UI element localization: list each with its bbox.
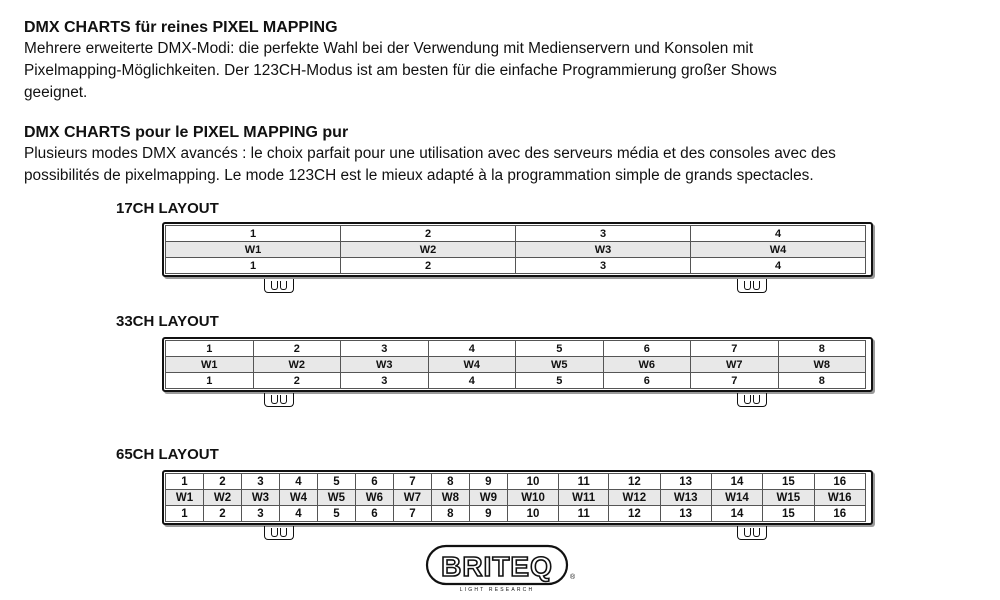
channel-top-row xyxy=(166,341,866,357)
mount-bracket-icon xyxy=(737,279,767,293)
pixel-cell: W7 xyxy=(393,490,431,506)
layout-33ch-title: 33CH LAYOUT xyxy=(116,313,219,330)
channel-cell: 1 xyxy=(166,258,341,274)
pixel-cell: W3 xyxy=(341,357,429,373)
pixel-row xyxy=(166,357,866,373)
channel-cell: 15 xyxy=(763,474,814,490)
registered-mark: ® xyxy=(570,574,575,581)
german-heading: DMX CHARTS für reines PIXEL MAPPING xyxy=(24,19,338,36)
channel-cell: 1 xyxy=(166,341,254,357)
channel-cell: 4 xyxy=(279,506,317,522)
mount-bracket-icon xyxy=(264,279,294,293)
channel-cell: 7 xyxy=(691,373,779,389)
german-line-2: Pixelmapping-Möglichkeiten. Der 123CH-Modus ist am besten für die einfache Programmierung großer Shows xyxy=(24,62,777,79)
channel-cell: 6 xyxy=(603,373,691,389)
channel-cell: 8 xyxy=(431,474,469,490)
channel-cell: 4 xyxy=(691,258,866,274)
channel-cell: 2 xyxy=(341,226,516,242)
channel-cell: 9 xyxy=(469,506,507,522)
channel-cell: 7 xyxy=(393,506,431,522)
pixel-cell: W13 xyxy=(660,490,711,506)
pixel-cell: W7 xyxy=(691,357,779,373)
channel-cell: 7 xyxy=(691,341,779,357)
pixel-cell: W2 xyxy=(253,357,341,373)
channel-cell: 9 xyxy=(469,474,507,490)
layout-65ch-title: 65CH LAYOUT xyxy=(116,446,219,463)
layout-65ch-table xyxy=(165,473,866,522)
pixel-cell: W12 xyxy=(609,490,660,506)
layout-17ch-title: 17CH LAYOUT xyxy=(116,200,219,217)
mount-bracket-icon xyxy=(264,393,294,407)
pixel-cell: W5 xyxy=(516,357,604,373)
channel-cell: 11 xyxy=(559,474,609,490)
french-line-2: possibilités de pixelmapping. Le mode 123CH est le mieux adapté à la programmation simple de grands spectacles. xyxy=(24,167,814,184)
channel-cell: 4 xyxy=(428,341,516,357)
channel-cell: 14 xyxy=(711,474,762,490)
channel-cell: 7 xyxy=(393,474,431,490)
pixel-row xyxy=(166,242,866,258)
pixel-cell: W1 xyxy=(166,242,341,258)
mount-bracket-icon xyxy=(264,526,294,540)
pixel-cell: W4 xyxy=(428,357,516,373)
channel-bottom-row xyxy=(166,373,866,389)
channel-cell: 2 xyxy=(341,258,516,274)
pixel-cell: W8 xyxy=(431,490,469,506)
channel-cell: 1 xyxy=(166,226,341,242)
mount-bracket-icon xyxy=(737,526,767,540)
channel-cell: 4 xyxy=(428,373,516,389)
channel-cell: 2 xyxy=(203,506,241,522)
channel-cell: 3 xyxy=(241,474,279,490)
channel-cell: 2 xyxy=(253,341,341,357)
channel-cell: 2 xyxy=(253,373,341,389)
channel-cell: 16 xyxy=(814,506,866,522)
channel-cell: 16 xyxy=(814,474,866,490)
pixel-cell: W1 xyxy=(166,357,254,373)
channel-cell: 6 xyxy=(355,506,393,522)
pixel-cell: W16 xyxy=(814,490,866,506)
channel-cell: 1 xyxy=(166,506,204,522)
layout-17ch-table xyxy=(165,225,866,274)
pixel-cell: W3 xyxy=(516,242,691,258)
channel-cell: 12 xyxy=(609,506,660,522)
channel-cell: 5 xyxy=(516,373,604,389)
pixel-cell: W6 xyxy=(603,357,691,373)
channel-top-row xyxy=(166,474,866,490)
channel-cell: 2 xyxy=(203,474,241,490)
pixel-cell: W4 xyxy=(691,242,866,258)
logo-tagline: LIGHT RESEARCH xyxy=(459,587,535,593)
channel-cell: 1 xyxy=(166,373,254,389)
german-section xyxy=(24,18,984,104)
german-line-1: Mehrere erweiterte DMX-Modi: die perfekte Wahl bei der Verwendung mit Medienservern und Konsolen mit xyxy=(24,40,754,57)
channel-cell: 13 xyxy=(660,474,711,490)
layout-65ch-bar xyxy=(162,470,873,525)
german-line-3: geeignet. xyxy=(24,84,88,101)
pixel-cell: W3 xyxy=(241,490,279,506)
pixel-cell: W4 xyxy=(279,490,317,506)
french-section xyxy=(24,123,984,187)
channel-cell: 5 xyxy=(516,341,604,357)
channel-cell: 8 xyxy=(431,506,469,522)
channel-cell: 10 xyxy=(507,474,558,490)
pixel-cell: W6 xyxy=(355,490,393,506)
channel-cell: 5 xyxy=(317,474,355,490)
layout-17ch-bar xyxy=(162,222,873,277)
channel-bottom-row xyxy=(166,258,866,274)
pixel-cell: W9 xyxy=(469,490,507,506)
channel-cell: 3 xyxy=(341,341,429,357)
pixel-cell: W1 xyxy=(166,490,204,506)
pixel-cell: W8 xyxy=(778,357,866,373)
mount-bracket-icon xyxy=(737,393,767,407)
channel-cell: 6 xyxy=(355,474,393,490)
channel-cell: 11 xyxy=(559,506,609,522)
channel-cell: 3 xyxy=(241,506,279,522)
french-line-1: Plusieurs modes DMX avancés : le choix parfait pour une utilisation avec des serveurs média et des consoles avec des xyxy=(24,145,836,162)
channel-bottom-row xyxy=(166,506,866,522)
pixel-cell: W11 xyxy=(559,490,609,506)
channel-cell: 8 xyxy=(778,341,866,357)
pixel-cell: W14 xyxy=(711,490,762,506)
channel-cell: 3 xyxy=(516,258,691,274)
channel-cell: 3 xyxy=(341,373,429,389)
pixel-cell: W5 xyxy=(317,490,355,506)
channel-cell: 5 xyxy=(317,506,355,522)
channel-cell: 15 xyxy=(763,506,814,522)
channel-cell: 10 xyxy=(507,506,558,522)
pixel-cell: W2 xyxy=(341,242,516,258)
pixel-cell: W2 xyxy=(203,490,241,506)
channel-cell: 12 xyxy=(609,474,660,490)
layout-33ch-bar xyxy=(162,337,873,392)
pixel-row xyxy=(166,490,866,506)
pixel-cell: W10 xyxy=(507,490,558,506)
logo-brand: BRITEQ xyxy=(441,551,553,582)
layout-33ch-table xyxy=(165,340,866,389)
channel-cell: 14 xyxy=(711,506,762,522)
channel-cell: 8 xyxy=(778,373,866,389)
channel-cell: 4 xyxy=(279,474,317,490)
channel-cell: 13 xyxy=(660,506,711,522)
pixel-cell: W15 xyxy=(763,490,814,506)
channel-cell: 6 xyxy=(603,341,691,357)
briteq-logo xyxy=(425,543,575,593)
channel-cell: 4 xyxy=(691,226,866,242)
channel-cell: 3 xyxy=(516,226,691,242)
channel-cell: 1 xyxy=(166,474,204,490)
french-heading: DMX CHARTS pour le PIXEL MAPPING pur xyxy=(24,124,349,141)
channel-top-row xyxy=(166,226,866,242)
